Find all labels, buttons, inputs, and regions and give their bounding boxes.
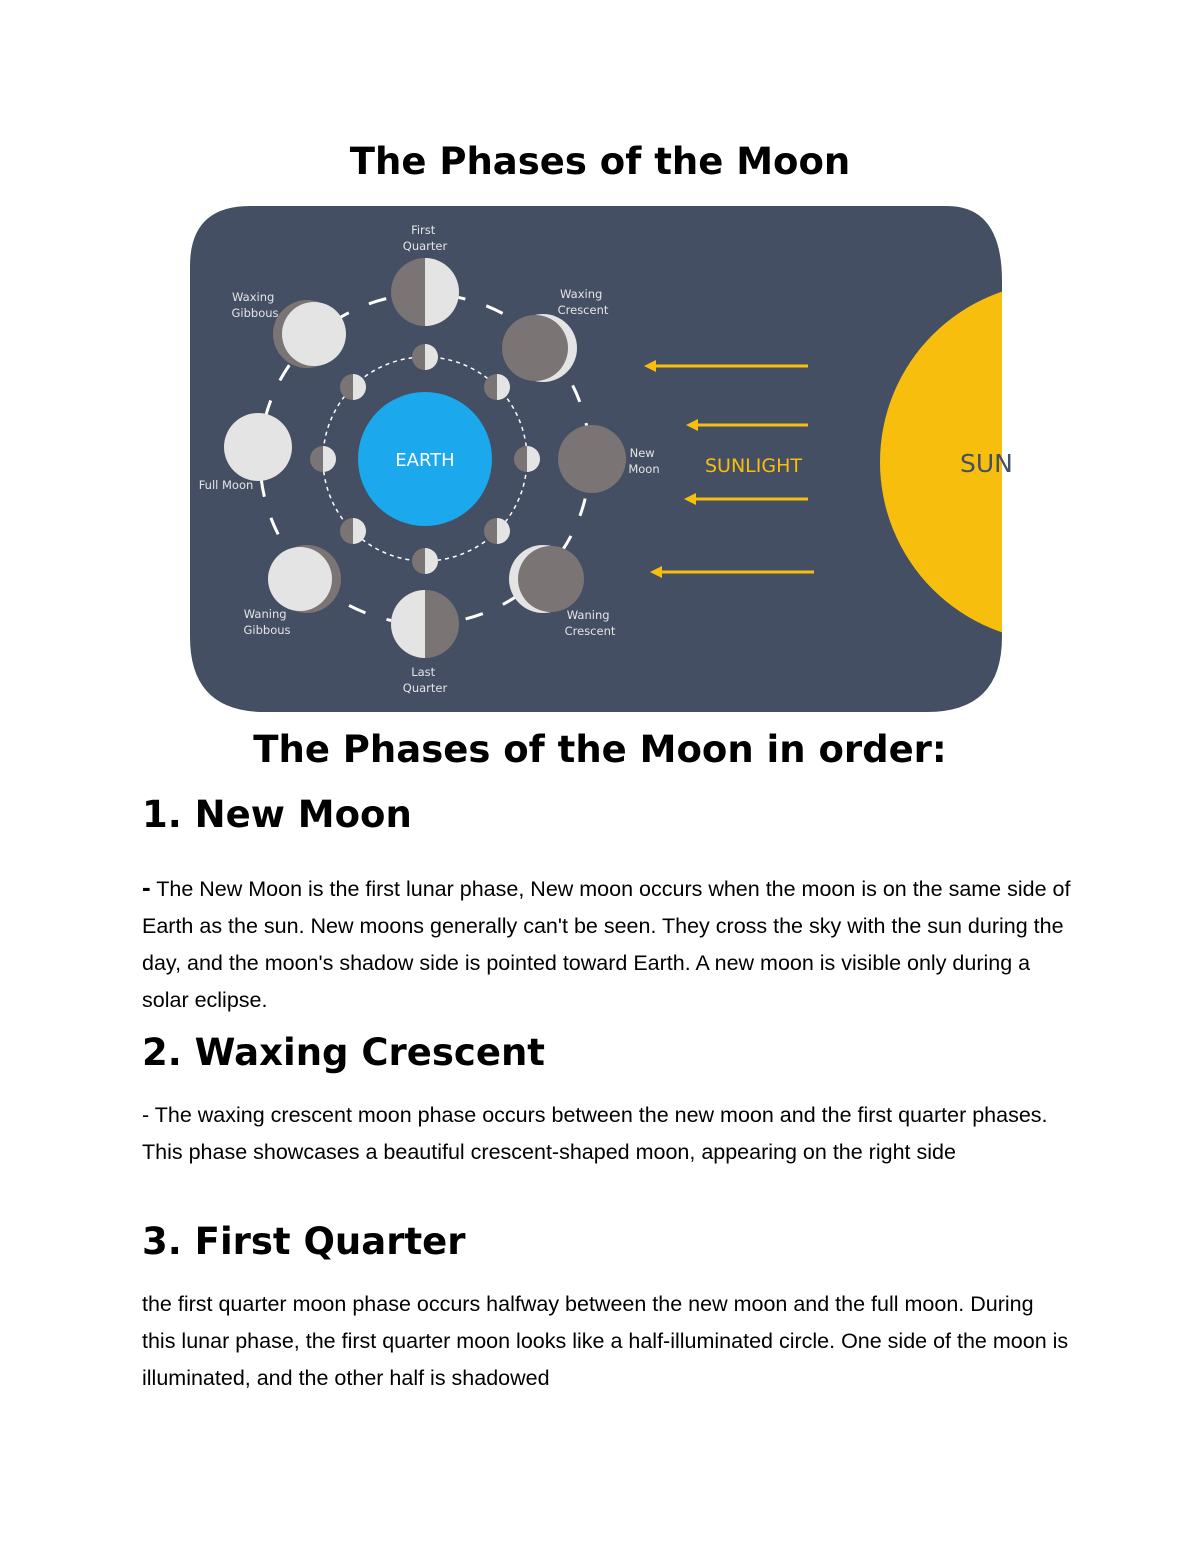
section-body-waxing-crescent: - The waxing crescent moon phase occurs between the new moon and the first quarter phases. This phase showcases a beautiful crescent-shaped moon, appearing on the right side <box>142 1103 1048 1164</box>
waning-crescent-moon <box>509 545 584 613</box>
section-body-first-quarter: the first quarter moon phase occurs halfway between the new moon and the full moon. During this lunar phase, the first quarter moon looks like a half-illuminated circle. One side of the moon is illuminated, and the other half is shadowed <box>142 1292 1069 1390</box>
section-dash: - <box>142 872 151 902</box>
page-title: The Phases of the Moon <box>349 140 851 183</box>
waxing-gibbous-moon <box>273 300 346 368</box>
label-waning-crescent: Waning Crescent <box>564 608 616 638</box>
label-last-quarter: Last Quarter <box>402 665 448 695</box>
label-waxing-gibbous: Waxing Gibbous <box>231 290 279 320</box>
waning-gibbous-moon <box>268 545 341 613</box>
moon-phases-diagram <box>190 206 1013 712</box>
list-subtitle: The Phases of the Moon in order: <box>253 728 947 771</box>
label-new-moon: New Moon <box>628 446 660 476</box>
section-heading-first-quarter: 3. First Quarter <box>142 1220 466 1263</box>
section-text: The New Moon is the first lunar phase, New moon occurs when the moon is on the same side of Earth as the sun. New moons generally can't be seen. They cross the sky with the sun during the day, and the moon's shadow side is pointed toward Earth. A new moon is visible only during a solar eclipse. <box>142 877 1071 1012</box>
section-heading-waxing-crescent: 2. Waxing Crescent <box>142 1031 545 1074</box>
first-quarter-moon <box>391 258 459 326</box>
label-first-quarter: First Quarter <box>402 223 448 253</box>
last-quarter-moon <box>391 590 459 658</box>
waxing-crescent-moon <box>502 314 577 382</box>
earth-label: EARTH <box>395 450 455 471</box>
section-body-new-moon <box>142 869 1072 1019</box>
sun-label: SUN <box>960 449 1013 478</box>
new-moon <box>558 425 626 493</box>
section-heading-new-moon: 1. New Moon <box>142 793 412 836</box>
label-waning-gibbous: Waning Gibbous <box>243 607 291 637</box>
label-waxing-crescent: Waxing Crescent <box>557 287 609 317</box>
full-moon <box>224 413 292 481</box>
label-full-moon: Full Moon <box>198 478 254 492</box>
sunlight-label: SUNLIGHT <box>705 455 802 477</box>
